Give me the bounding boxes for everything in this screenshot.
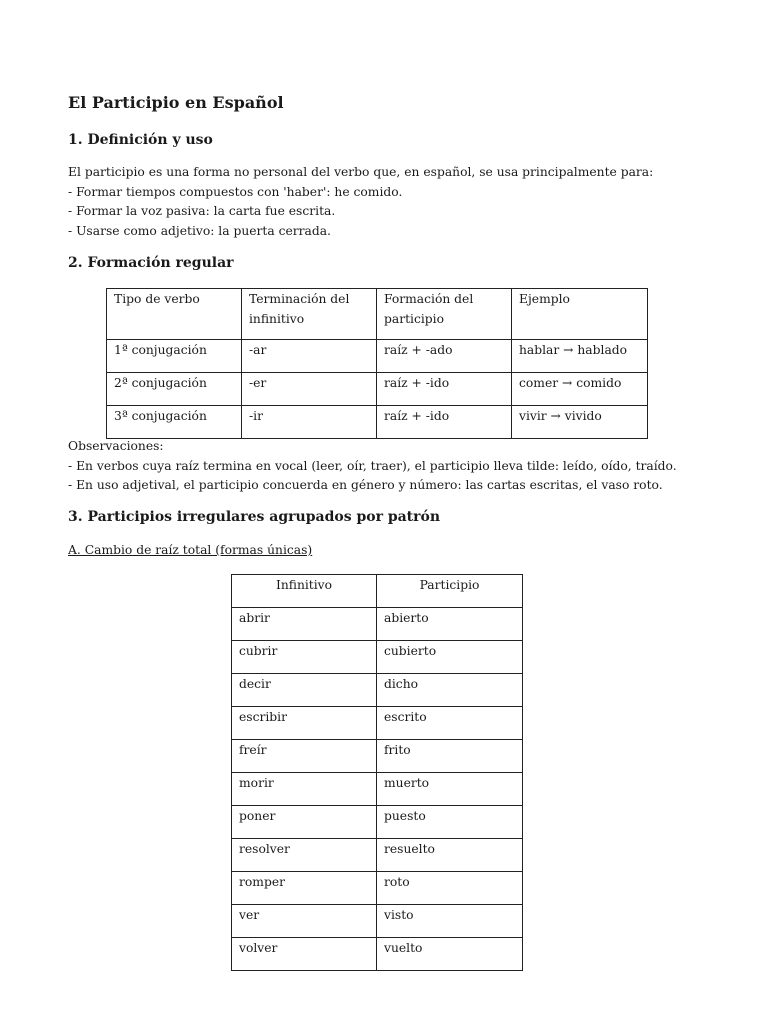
table-header-cell: Terminación del infinitivo <box>242 289 377 340</box>
table-cell: -ir <box>242 406 377 439</box>
table-cell: poner <box>232 806 377 839</box>
observations <box>68 437 677 496</box>
table-row <box>107 373 648 406</box>
table-cell: decir <box>232 674 377 707</box>
observations-heading: Observaciones: <box>68 439 164 453</box>
table-cell: volver <box>232 938 377 971</box>
table-row <box>232 806 523 839</box>
section-1-heading: 1. Definición y uso <box>68 132 213 148</box>
table-header-cell: Ejemplo <box>512 289 648 340</box>
table-row <box>232 938 523 971</box>
table-header-row <box>232 575 523 608</box>
table-cell: 3ª conjugación <box>107 406 242 439</box>
table-cell: resolver <box>232 839 377 872</box>
table-cell: romper <box>232 872 377 905</box>
table-row <box>232 872 523 905</box>
table-cell: 1ª conjugación <box>107 340 242 373</box>
table-cell: -er <box>242 373 377 406</box>
table-cell: roto <box>377 872 523 905</box>
table-cell: hablar → hablado <box>512 340 648 373</box>
table-header-row <box>107 289 648 340</box>
table-cell: abierto <box>377 608 523 641</box>
table-row <box>232 905 523 938</box>
table-cell: comer → comido <box>512 373 648 406</box>
table-row <box>232 608 523 641</box>
table-cell: frito <box>377 740 523 773</box>
section-1-body <box>68 163 653 241</box>
table-row <box>232 707 523 740</box>
table-row <box>232 740 523 773</box>
table-cell: cubrir <box>232 641 377 674</box>
document-title: El Participio en Español <box>68 93 284 112</box>
table-cell: muerto <box>377 773 523 806</box>
table-cell: visto <box>377 905 523 938</box>
table-header-cell: Infinitivo <box>232 575 377 608</box>
table-cell: raíz + -ido <box>377 373 512 406</box>
table-header-cell: Participio <box>377 575 523 608</box>
table-cell: morir <box>232 773 377 806</box>
table-cell: puesto <box>377 806 523 839</box>
irregular-participles-table <box>231 574 523 971</box>
table-row <box>232 839 523 872</box>
table-cell: vuelto <box>377 938 523 971</box>
body-line: - Usarse como adjetivo: la puerta cerrada. <box>68 223 331 238</box>
body-line: - Formar tiempos compuestos con 'haber': he comido. <box>68 184 403 199</box>
section-3-subheading: A. Cambio de raíz total (formas únicas) <box>68 543 313 557</box>
observation-line: - En verbos cuya raíz termina en vocal (leer, oír, traer), el participio lleva tilde: leído, oído, traído. <box>68 458 677 473</box>
observation-line: - En uso adjetival, el participio concuerda en género y número: las cartas escritas, el vaso roto. <box>68 478 663 492</box>
table-row <box>107 340 648 373</box>
table-cell: vivir → vivido <box>512 406 648 439</box>
table-cell: escribir <box>232 707 377 740</box>
regular-formation-table <box>106 288 648 439</box>
table-header-cell: Tipo de verbo <box>107 289 242 340</box>
body-line: El participio es una forma no personal del verbo que, en español, se usa principalmente para: <box>68 165 654 179</box>
table-cell: raíz + -ado <box>377 340 512 373</box>
table-cell: freír <box>232 740 377 773</box>
body-line: - Formar la voz pasiva: la carta fue escrita. <box>68 204 336 218</box>
table-cell: -ar <box>242 340 377 373</box>
table-cell: abrir <box>232 608 377 641</box>
table-row <box>232 773 523 806</box>
table-row <box>107 406 648 439</box>
section-3-heading: 3. Participios irregulares agrupados por patrón <box>68 509 441 525</box>
section-2-heading: 2. Formación regular <box>68 255 234 271</box>
table-row <box>232 641 523 674</box>
table-cell: ver <box>232 905 377 938</box>
table-cell: 2ª conjugación <box>107 373 242 406</box>
table-header-cell: Formación del participio <box>377 289 512 340</box>
table-cell: dicho <box>377 674 523 707</box>
table-cell: raíz + -ido <box>377 406 512 439</box>
table-cell: resuelto <box>377 839 523 872</box>
table-cell: escrito <box>377 707 523 740</box>
table-row <box>232 674 523 707</box>
table-cell: cubierto <box>377 641 523 674</box>
